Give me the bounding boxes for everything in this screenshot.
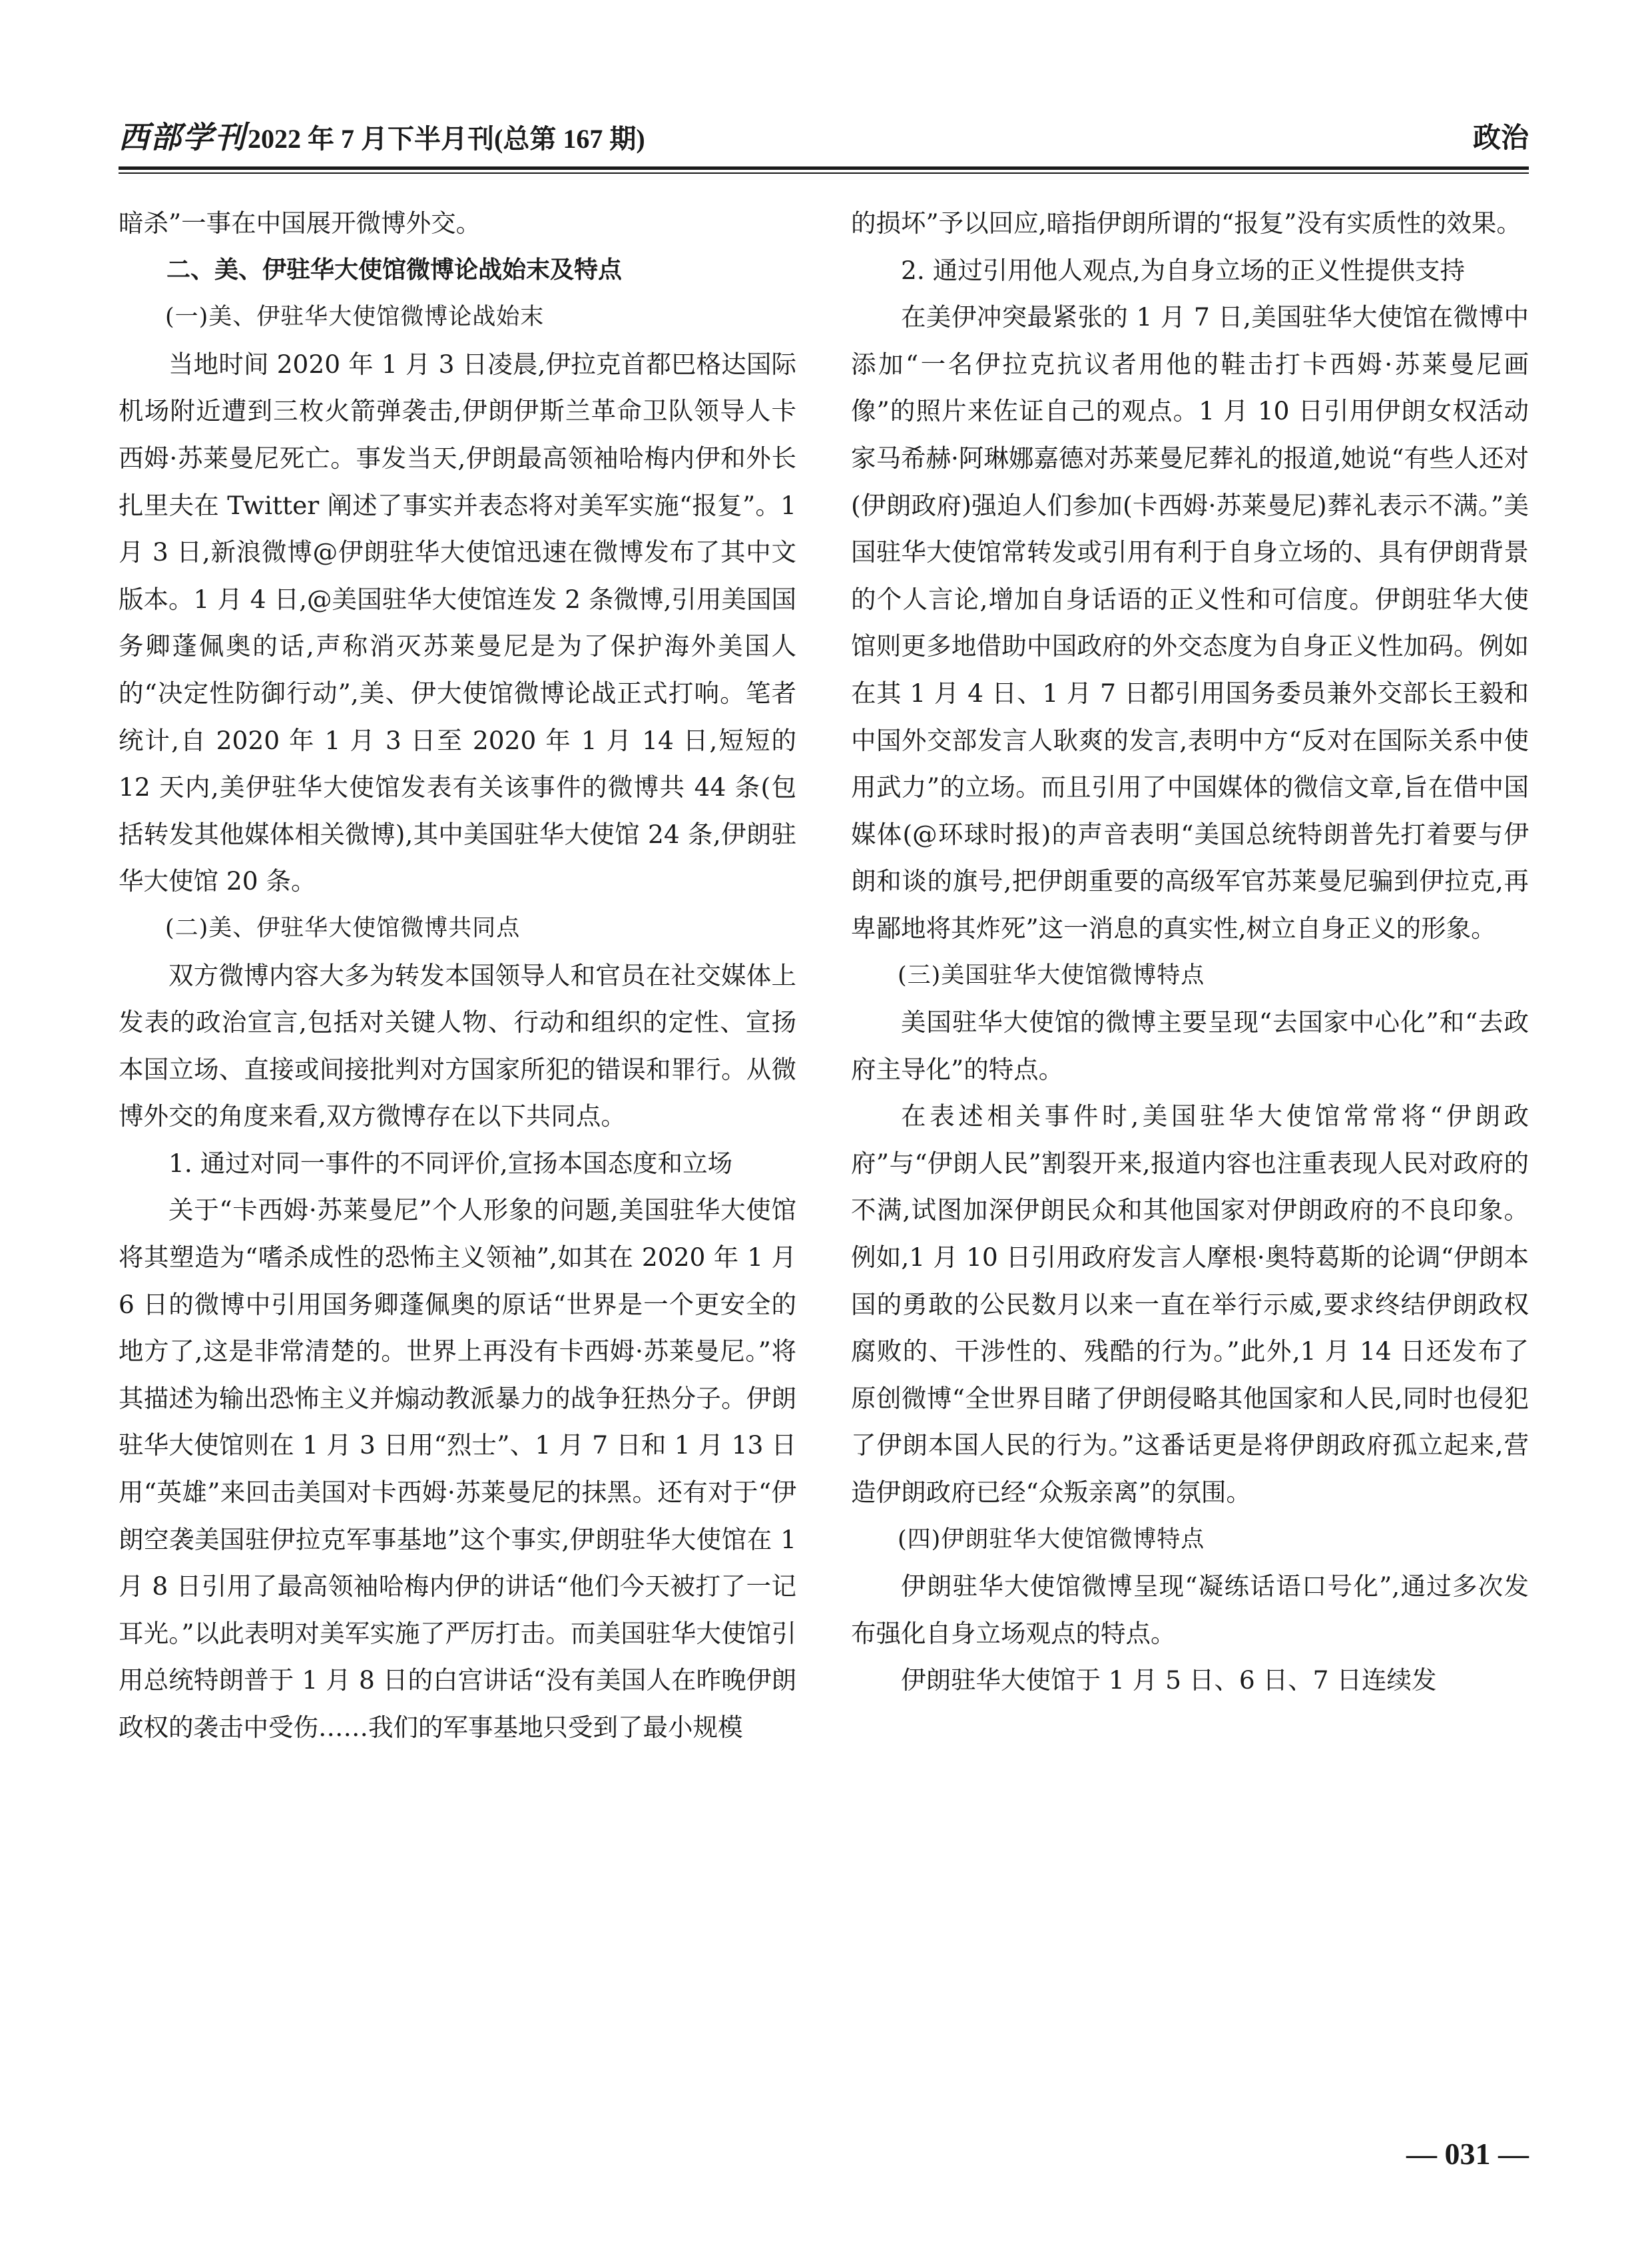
paragraph: 2. 通过引用他人观点,为自身立场的正义性提供支持 xyxy=(901,255,1466,285)
subsection-heading: (三)美国驻华大使馆微博特点 xyxy=(898,962,1205,989)
section-heading: 二、美、伊驻华大使馆微博论战始末及特点 xyxy=(166,256,623,284)
running-header xyxy=(119,117,1529,158)
journal-logo: 西部学刊 xyxy=(119,121,246,154)
right-column xyxy=(851,200,1529,1704)
header-journal-info xyxy=(119,117,645,158)
section-label: 政治 xyxy=(1472,121,1529,154)
paragraph: 的损坏”予以回应,暗指伊朗所谓的“报复”没有实质性的效果。 xyxy=(851,208,1521,238)
paragraph: 双方微博内容大多为转发本国领导人和官员在社交媒体上发表的政治宣言,包括对关键人物、行动和组织的定性、宣扬本国立场、直接或间接批判对方国家所犯的错误和罪行。从微博外交的角度来看,双方微博存在以下共同点。 xyxy=(119,960,796,1131)
paragraph: 伊朗驻华大使馆微博呈现“凝练话语口号化”,通过多次发布强化自身立场观点的特点。 xyxy=(851,1571,1529,1648)
paragraph: 在美伊冲突最紧张的 1 月 7 日,美国驻华大使馆在微博中添加“一名伊拉克抗议者用他的鞋击打卡西姆·苏莱曼尼画像”的照片来佐证自己的观点。1 月 10 日引用伊朗女权活动家马希赫·阿琳娜嘉德对苏莱曼尼葬礼的报道,她说“有些人还对(伊朗政府)强迫人们参加(卡西姆·苏莱曼尼)葬礼表示不满。”美国驻华大使馆常转发或引用有利于自身立场的、具有伊朗背景的个人言论,增加自身话语的正义性和可信度。伊朗驻华大使馆则更多地借助中国政府的外交态度为自身正义性加码。例如在其 1 月 4 日、1 月 7 日都引用国务委员兼外交部长王毅和中国外交部发言人耿爽的发言,表明中方“反对在国际关系中使用武力”的立场。而且引用了中国媒体的微信文章,旨在借中国媒体(@环球时报)的声音表明“美国总统特朗普先打着要与伊朗和谈的旗号,把伊朗重要的高级军官苏莱曼尼骗到伊拉克,再卑鄙地将其炸死”这一消息的真实性,树立自身正义的形象。 xyxy=(851,302,1529,943)
paragraph: 1. 通过对同一事件的不同评价,宣扬本国态度和立场 xyxy=(168,1148,733,1178)
left-column xyxy=(119,200,796,1751)
paragraph: 当地时间 2020 年 1 月 3 日凌晨,伊拉克首都巴格达国际机场附近遭到三枚火箭弹袭击,伊朗伊斯兰革命卫队领导人卡西姆·苏莱曼尼死亡。事发当天,伊朗最高领袖哈梅内伊和外长扎里夫在 Twitter 阐述了事实并表态将对美军实施“报复”。1 月 3 日,新浪微博@伊朗驻华大使馆迅速在微博发布了其中文版本。1 月 4 日,@美国驻华大使馆连发 2 条微博,引用美国国务卿蓬佩奥的话,声称消灭苏莱曼尼是为了保护海外美国人的“决定性防御行动”,美、伊大使馆微博论战正式打响。笔者统计,自 2020 年 1 月 3 日至 2020 年 1 月 14 日,短短的 12 天内,美伊驻华大使馆发表有关该事件的微博共 44 条(包括转发其他媒体相关微博),其中美国驻华大使馆 24 条,伊朗驻华大使馆 20 条。 xyxy=(119,349,796,896)
paragraph: 关于“卡西姆·苏莱曼尼”个人形象的问题,美国驻华大使馆将其塑造为“嗜杀成性的恐怖主义领袖”,如其在 2020 年 1 月 6 日的微博中引用国务卿蓬佩奥的原话“世界是一个更安全的地方了,这是非常清楚的。世界上再没有卡西姆·苏莱曼尼。”将其描述为输出恐怖主义并煽动教派暴力的战争狂热分子。伊朗驻华大使馆则在 1 月 3 日用“烈士”、1 月 7 日和 1 月 13 日用“英雄”来回击美国对卡西姆·苏莱曼尼的抹黑。还有对于“伊朗空袭美国驻伊拉克军事基地”这个事实,伊朗驻华大使馆在 1 月 8 日引用了最高领袖哈梅内伊的讲话“他们今天被打了一记耳光。”以此表明对美军实施了严厉打击。而美国驻华大使馆引用总统特朗普于 1 月 8 日的白宫讲话“没有美国人在昨晚伊朗政权的袭击中受伤……我们的军事基地只受到了最小规模 xyxy=(119,1195,796,1742)
paragraph: 暗杀”一事在中国展开微博外交。 xyxy=(119,208,481,238)
paragraph: 美国驻华大使馆的微博主要呈现“去国家中心化”和“去政府主导化”的特点。 xyxy=(851,1007,1529,1084)
subsection-heading: (四)伊朗驻华大使馆微博特点 xyxy=(898,1526,1205,1553)
issue-info: 2022 年 7 月下半月刊(总第 167 期) xyxy=(248,124,645,154)
subsection-heading: (一)美、伊驻华大使馆微博论战始末 xyxy=(165,304,545,331)
subsection-heading: (二)美、伊驻华大使馆微博共同点 xyxy=(165,914,521,942)
page-number: — 031 — xyxy=(1406,2137,1529,2171)
header-rule-thin xyxy=(119,172,1529,174)
paragraph: 伊朗驻华大使馆于 1 月 5 日、6 日、7 日连续发 xyxy=(901,1665,1437,1695)
paragraph: 在表述相关事件时,美国驻华大使馆常常将“伊朗政府”与“伊朗人民”割裂开来,报道内容也注重表现人民对政府的不满,试图加深伊朗民众和其他国家对伊朗政府的不良印象。例如,1 月 10 日引用政府发言人摩根·奥特葛斯的论调“伊朗本国的勇敢的公民数月以来一直在举行示威,要求终结伊朗政权腐败的、干涉性的、残酷的行为。”此外,1 月 14 日还发布了原创微博“全世界目睹了伊朗侵略其他国家和人民,同时也侵犯了伊朗本国人民的行为。”这番话更是将伊朗政府孤立起来,营造伊朗政府已经“众叛亲离”的氛围。 xyxy=(851,1101,1529,1508)
header-rule xyxy=(119,166,1529,170)
